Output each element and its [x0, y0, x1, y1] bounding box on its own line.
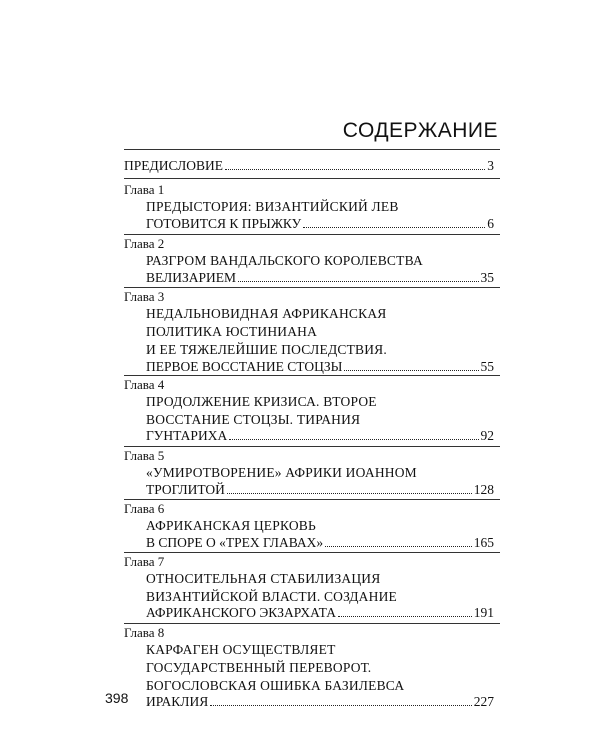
entry-title: ИРАКЛИЯ: [146, 694, 209, 709]
divider: [124, 552, 500, 553]
toc-entry-chapter-4[interactable]: [146, 426, 494, 445]
leader-dots: [325, 546, 472, 547]
chapter-label: Глава 1: [124, 182, 165, 197]
chapter-label: Глава 3: [124, 289, 165, 304]
entry-title: ПЕРВОЕ ВОССТАНИЕ СТОЦЗЫ: [146, 359, 343, 374]
toc-entry-chapter-3[interactable]: [146, 357, 494, 376]
leader-dots: [238, 281, 479, 282]
leader-dots: [225, 169, 485, 170]
chapter-label: Глава 4: [124, 377, 165, 392]
toc-entry-preface[interactable]: [124, 156, 494, 175]
chapter-title-line: БОГОСЛОВСКАЯ ОШИБКА БАЗИЛЕВСА: [146, 678, 405, 693]
divider: [124, 234, 500, 235]
leader-dots: [303, 227, 485, 228]
entry-page: 128: [473, 482, 494, 497]
entry-title: АФРИКАНСКОГО ЭКЗАРХАТА: [146, 605, 336, 620]
chapter-title-line: «УМИРОТВОРЕНИЕ» АФРИКИ ИОАННОМ: [146, 465, 417, 480]
leader-dots: [229, 439, 478, 440]
leader-dots: [210, 705, 472, 706]
divider: [124, 149, 500, 150]
page-number: 398: [105, 690, 129, 706]
chapter-label: Глава 6: [124, 501, 165, 516]
chapter-title-line: ВОССТАНИЕ СТОЦЗЫ. ТИРАНИЯ: [146, 412, 361, 427]
entry-page: 227: [473, 694, 494, 709]
entry-page: 35: [480, 270, 494, 285]
divider: [124, 287, 500, 288]
chapter-title-line: РАЗГРОМ ВАНДАЛЬСКОГО КОРОЛЕВСТВА: [146, 253, 423, 268]
chapter-title-line: АФРИКАНСКАЯ ЦЕРКОВЬ: [146, 518, 316, 533]
chapter-label: Глава 2: [124, 236, 165, 251]
chapter-title-line: НЕДАЛЬНОВИДНАЯ АФРИКАНСКАЯ: [146, 306, 387, 321]
toc-entry-chapter-8[interactable]: [146, 692, 494, 711]
entry-page: 92: [480, 428, 494, 443]
entry-page: 3: [487, 158, 494, 173]
leader-dots: [227, 493, 472, 494]
chapter-title-line: ГОСУДАРСТВЕННЫЙ ПЕРЕВОРОТ.: [146, 660, 372, 675]
toc-entry-chapter-5[interactable]: [146, 480, 494, 499]
entry-page: 165: [473, 535, 494, 550]
divider: [124, 499, 500, 500]
entry-title: ВЕЛИЗАРИЕМ: [146, 270, 236, 285]
divider: [124, 623, 500, 624]
toc-entry-chapter-7[interactable]: [146, 603, 494, 622]
entry-title: В СПОРЕ О «ТРЕХ ГЛАВАХ»: [146, 535, 324, 550]
entry-page: 6: [487, 216, 494, 231]
entry-title: ТРОГЛИТОЙ: [146, 482, 225, 497]
toc-title: СОДЕРЖАНИЕ: [342, 119, 498, 142]
toc-entry-chapter-6[interactable]: [146, 533, 494, 552]
entry-page: 55: [480, 359, 494, 374]
chapter-label: Глава 7: [124, 554, 165, 569]
entry-title: ГОТОВИТСЯ К ПРЫЖКУ: [146, 216, 302, 231]
entry-title: ПРЕДИСЛОВИЕ: [124, 158, 224, 173]
chapter-title-line: ПОЛИТИКА ЮСТИНИАНА: [146, 324, 318, 339]
entry-page: 191: [473, 605, 494, 620]
chapter-label: Глава 5: [124, 448, 165, 463]
divider: [124, 178, 500, 179]
leader-dots: [338, 616, 472, 617]
chapter-title-line: КАРФАГЕН ОСУЩЕСТВЛЯЕТ: [146, 642, 336, 657]
entry-title: ГУНТАРИХА: [146, 428, 228, 443]
chapter-title-line: ОТНОСИТЕЛЬНАЯ СТАБИЛИЗАЦИЯ: [146, 571, 381, 586]
divider: [124, 446, 500, 447]
chapter-title-line: ВИЗАНТИЙСКОЙ ВЛАСТИ. СОЗДАНИЕ: [146, 589, 397, 604]
chapter-title-line: И ЕЕ ТЯЖЕЛЕЙШИЕ ПОСЛЕДСТВИЯ.: [146, 342, 387, 357]
divider: [124, 375, 500, 376]
leader-dots: [344, 370, 478, 371]
chapter-title-line: ПРОДОЛЖЕНИЕ КРИЗИСА. ВТОРОЕ: [146, 394, 377, 409]
toc-entry-chapter-2[interactable]: [146, 268, 494, 287]
chapter-title-line: ПРЕДЫСТОРИЯ: ВИЗАНТИЙСКИЙ ЛЕВ: [146, 199, 399, 214]
toc-entry-chapter-1[interactable]: [146, 214, 494, 233]
chapter-label: Глава 8: [124, 625, 165, 640]
